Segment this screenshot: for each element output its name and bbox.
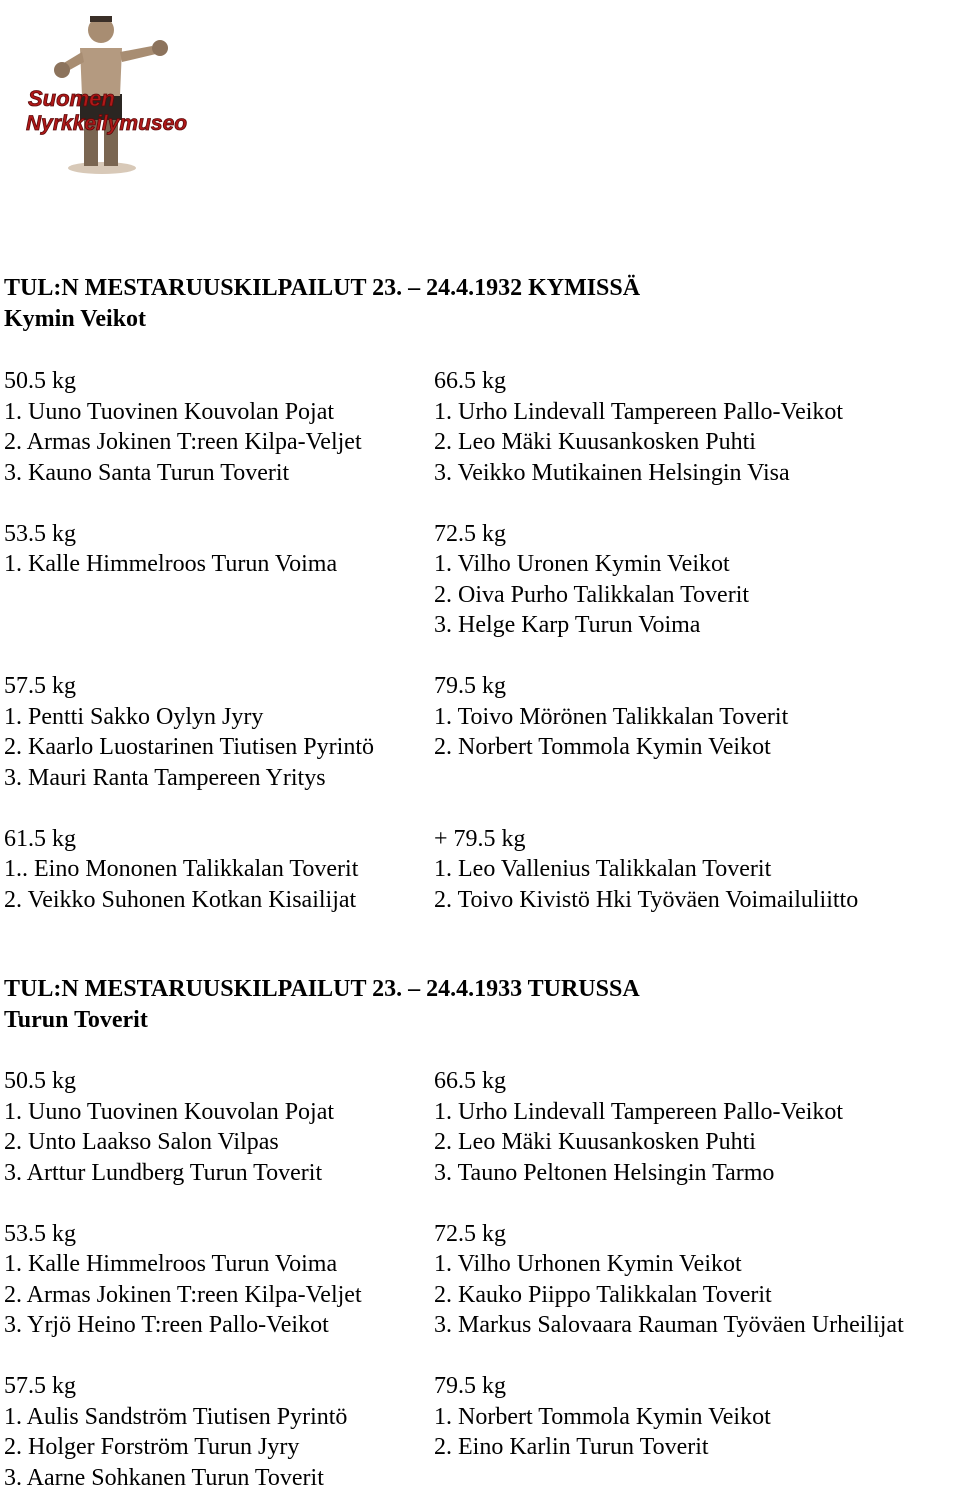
section-1932-right-column bbox=[434, 366, 858, 915]
result-line: 1. Urho Lindevall Tampereen Pallo-Veikot bbox=[434, 1097, 904, 1128]
result-line: 3. Markus Salovaara Rauman Työväen Urheilijat bbox=[434, 1310, 904, 1341]
section-1933-left-column bbox=[4, 1066, 362, 1493]
blank-line bbox=[4, 610, 374, 641]
result-line: 2. Armas Jokinen T:reen Kilpa-Veljet bbox=[4, 1280, 362, 1311]
result-line: 3. Kauno Santa Turun Toverit bbox=[4, 458, 374, 489]
blank-line bbox=[4, 793, 374, 824]
result-line: 2. Unto Laakso Salon Vilpas bbox=[4, 1127, 362, 1158]
blank-line bbox=[4, 1341, 362, 1372]
result-line: 2. Toivo Kivistö Hki Työväen Voimailuliitto bbox=[434, 885, 858, 916]
result-line: 3. Helge Karp Turun Voima bbox=[434, 610, 858, 641]
result-line: 79.5 kg bbox=[434, 671, 858, 702]
blank-line bbox=[434, 1188, 904, 1219]
result-line: 2. Veikko Suhonen Kotkan Kisailijat bbox=[4, 885, 374, 916]
result-line: 2. Leo Mäki Kuusankosken Puhti bbox=[434, 1127, 904, 1158]
blank-line bbox=[434, 763, 858, 794]
result-line: 79.5 kg bbox=[434, 1371, 904, 1402]
result-line: 1. Toivo Mörönen Talikkalan Toverit bbox=[434, 702, 858, 733]
result-line: 66.5 kg bbox=[434, 366, 858, 397]
result-line: 1. Uuno Tuovinen Kouvolan Pojat bbox=[4, 1097, 362, 1128]
section-1932-left-column bbox=[4, 366, 374, 915]
section-1932-subtitle: Kymin Veikot bbox=[4, 304, 146, 335]
result-line: 1. Aulis Sandström Tiutisen Pyrintö bbox=[4, 1402, 362, 1433]
result-line: 2. Holger Forström Turun Jyry bbox=[4, 1432, 362, 1463]
logo-wordmark-line2: Nyrkkeilymuseo bbox=[26, 112, 187, 135]
result-line: 3. Tauno Peltonen Helsingin Tarmo bbox=[434, 1158, 904, 1189]
result-line: 50.5 kg bbox=[4, 366, 374, 397]
result-line: 57.5 kg bbox=[4, 1371, 362, 1402]
blank-line bbox=[434, 1341, 904, 1372]
result-line: 53.5 kg bbox=[4, 519, 374, 550]
result-line: 2. Oiva Purho Talikkalan Toverit bbox=[434, 580, 858, 611]
result-line: 1. Kalle Himmelroos Turun Voima bbox=[4, 549, 374, 580]
result-line: 50.5 kg bbox=[4, 1066, 362, 1097]
section-1933-title: TUL:N MESTARUUSKILPAILUT 23. – 24.4.1933 TURUSSA bbox=[4, 974, 640, 1005]
result-line: 2. Kauko Piippo Talikkalan Toverit bbox=[434, 1280, 904, 1311]
result-line: 2. Eino Karlin Turun Toverit bbox=[434, 1432, 904, 1463]
logo-wordmark-line1: Suomen bbox=[28, 86, 115, 111]
result-line: 2. Norbert Tommola Kymin Veikot bbox=[434, 732, 858, 763]
result-line: 1. Norbert Tommola Kymin Veikot bbox=[434, 1402, 904, 1433]
result-line: 1.. Eino Mononen Talikkalan Toverit bbox=[4, 854, 374, 885]
result-line: 3. Arttur Lundberg Turun Toverit bbox=[4, 1158, 362, 1189]
section-1933-subtitle: Turun Toverit bbox=[4, 1005, 148, 1036]
blank-line bbox=[4, 641, 374, 672]
result-line: + 79.5 kg bbox=[434, 824, 858, 855]
result-line: 3. Veikko Mutikainen Helsingin Visa bbox=[434, 458, 858, 489]
result-line: 72.5 kg bbox=[434, 519, 858, 550]
result-line: 57.5 kg bbox=[4, 671, 374, 702]
result-line: 1. Uuno Tuovinen Kouvolan Pojat bbox=[4, 397, 374, 428]
result-line: 1. Vilho Uronen Kymin Veikot bbox=[434, 549, 858, 580]
result-line: 1. Kalle Himmelroos Turun Voima bbox=[4, 1249, 362, 1280]
blank-line bbox=[4, 488, 374, 519]
result-line: 1. Leo Vallenius Talikkalan Toverit bbox=[434, 854, 858, 885]
result-line: 3. Yrjö Heino T:reen Pallo-Veikot bbox=[4, 1310, 362, 1341]
blank-line bbox=[4, 580, 374, 611]
result-line: 1. Vilho Urhonen Kymin Veikot bbox=[434, 1249, 904, 1280]
result-line: 72.5 kg bbox=[434, 1219, 904, 1250]
result-line: 53.5 kg bbox=[4, 1219, 362, 1250]
result-line: 2. Leo Mäki Kuusankosken Puhti bbox=[434, 427, 858, 458]
blank-line bbox=[4, 1188, 362, 1219]
result-line: 1. Urho Lindevall Tampereen Pallo-Veikot bbox=[434, 397, 858, 428]
result-line: 2. Armas Jokinen T:reen Kilpa-Veljet bbox=[4, 427, 374, 458]
result-line: 61.5 kg bbox=[4, 824, 374, 855]
result-line: 66.5 kg bbox=[434, 1066, 904, 1097]
result-line: 1. Pentti Sakko Oylyn Jyry bbox=[4, 702, 374, 733]
result-line: 3. Aarne Sohkanen Turun Toverit bbox=[4, 1463, 362, 1493]
section-1933-right-column bbox=[434, 1066, 904, 1463]
result-line: 2. Kaarlo Luostarinen Tiutisen Pyrintö bbox=[4, 732, 374, 763]
blank-line bbox=[434, 793, 858, 824]
blank-line bbox=[434, 488, 858, 519]
museum-logo bbox=[22, 6, 222, 178]
blank-line bbox=[434, 641, 858, 672]
section-1932-title: TUL:N MESTARUUSKILPAILUT 23. – 24.4.1932 KYMISSÄ bbox=[4, 273, 640, 304]
result-line: 3. Mauri Ranta Tampereen Yritys bbox=[4, 763, 374, 794]
